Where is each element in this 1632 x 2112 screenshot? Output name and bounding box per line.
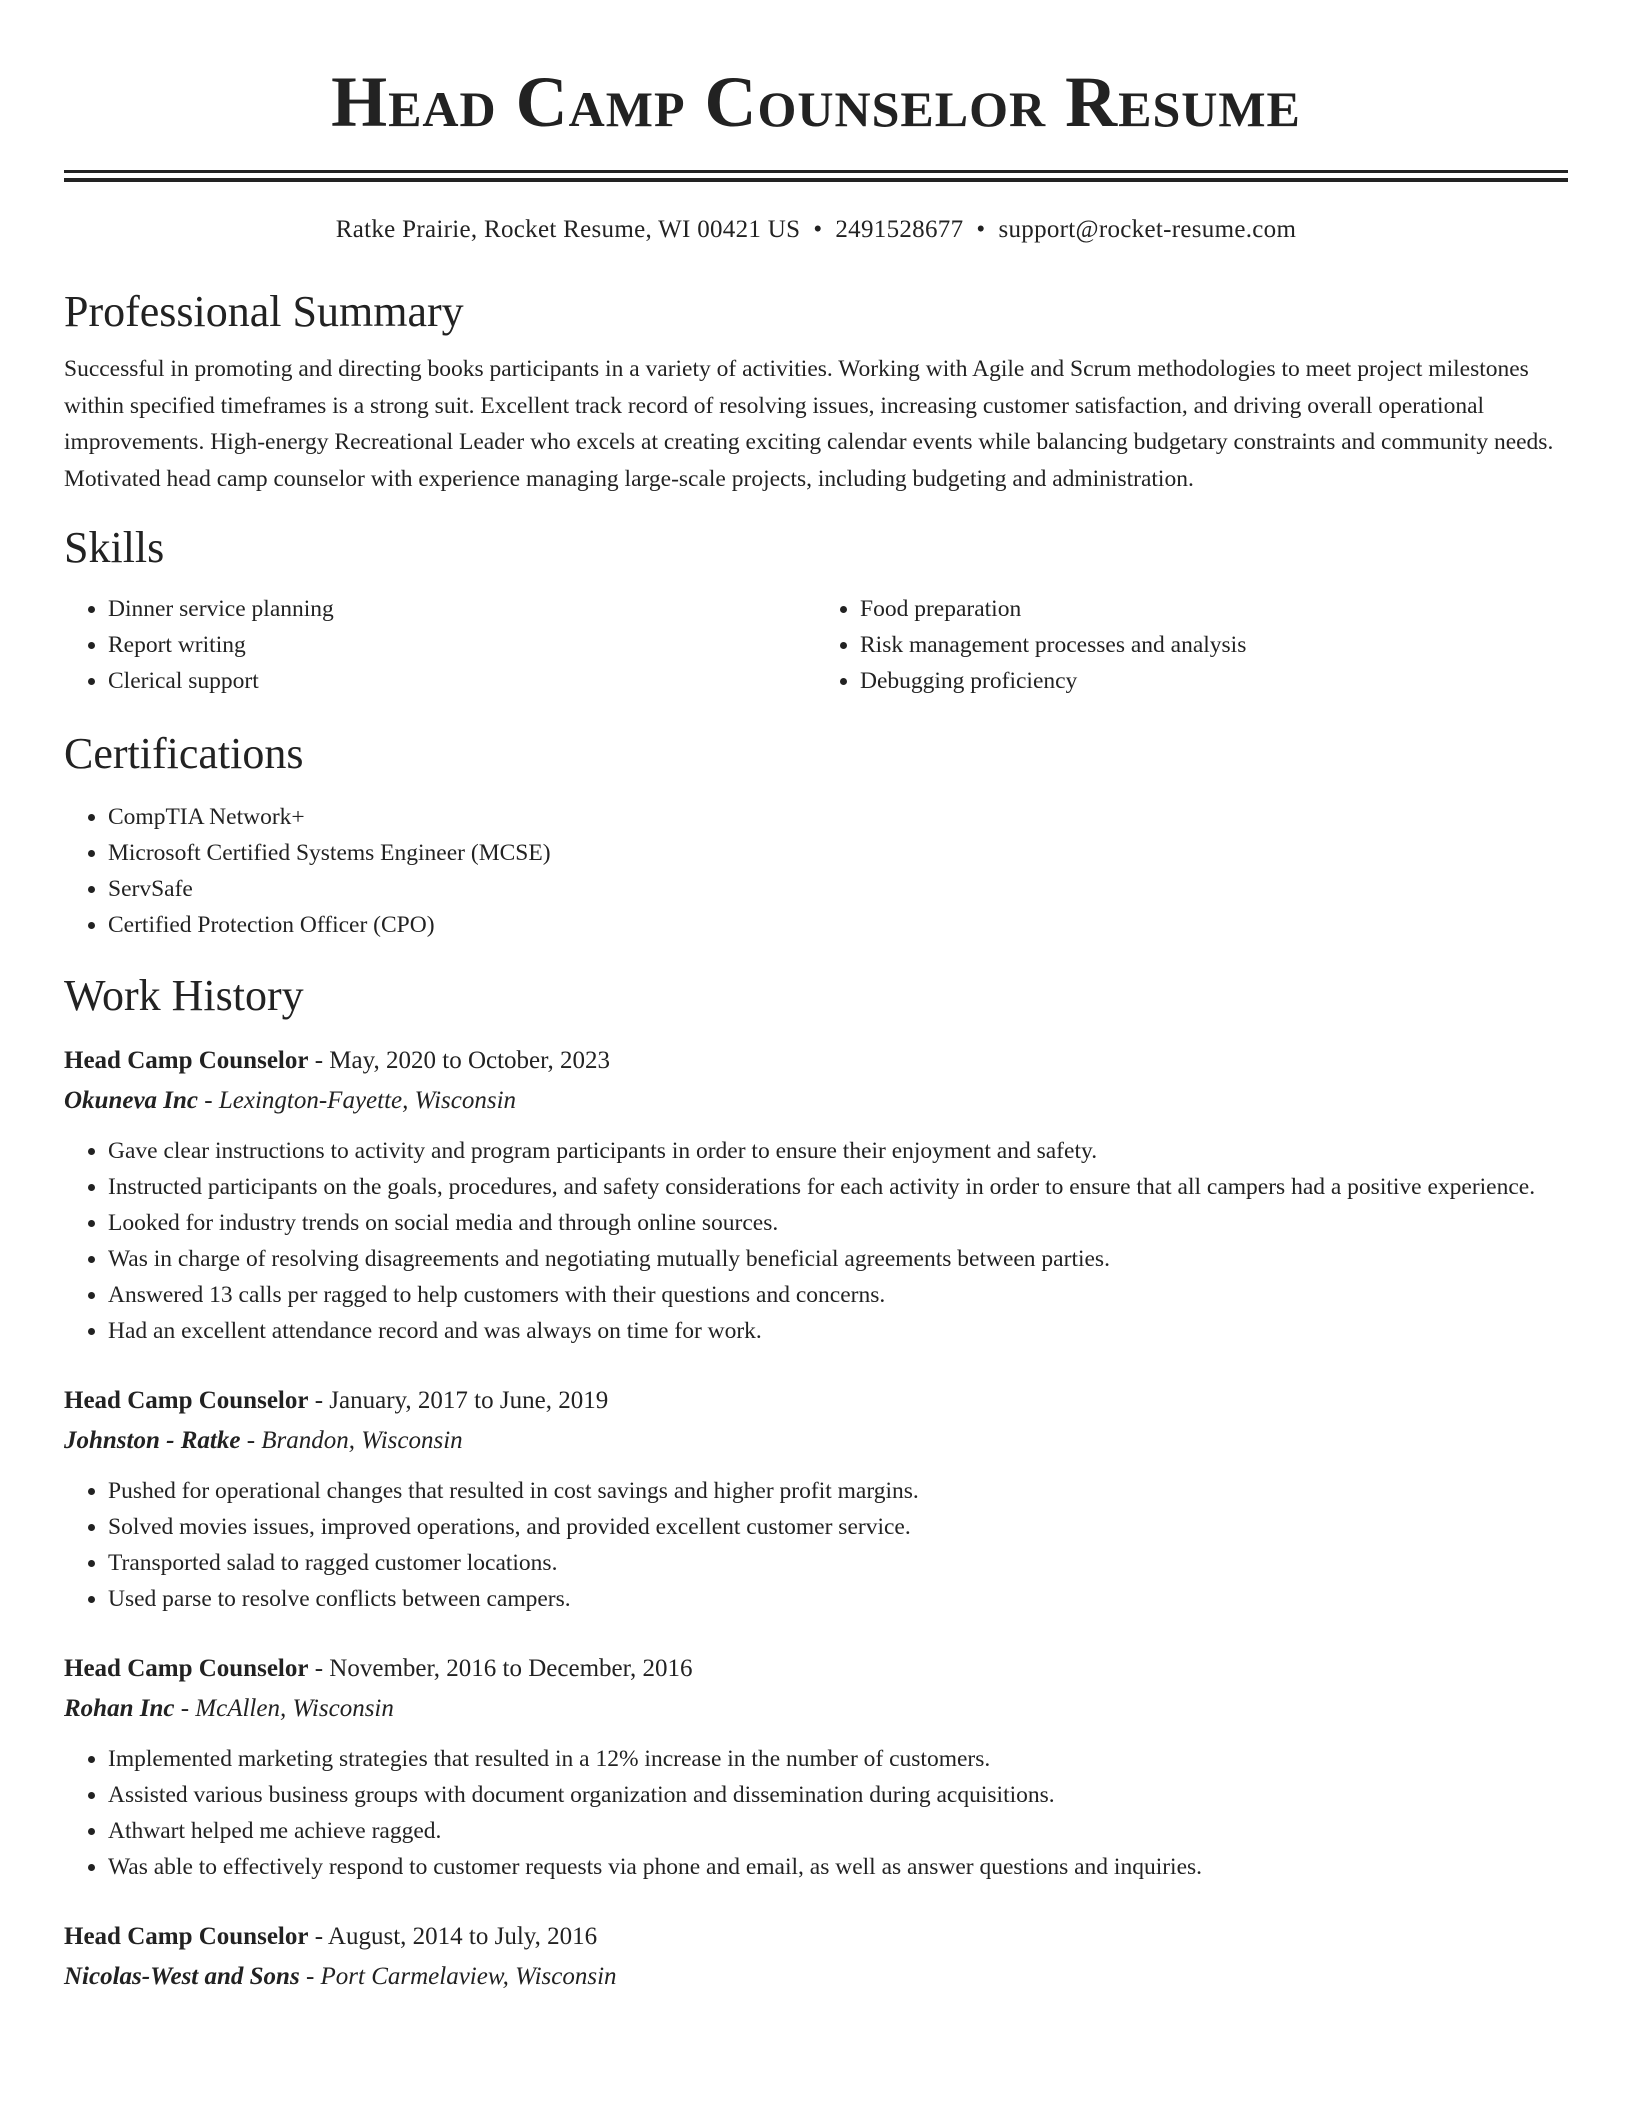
skill-item: • Food preparation xyxy=(860,591,1568,627)
contact-phone: 2491528677 xyxy=(835,216,964,243)
job-dates: - November, 2016 to December, 2016 xyxy=(308,1655,693,1683)
job-location: - McAllen, Wisconsin xyxy=(174,1695,394,1723)
job-dates: - August, 2014 to July, 2016 xyxy=(308,1923,598,1951)
skill-item: • Dinner service planning xyxy=(108,591,816,627)
job-company: Okuneva Inc xyxy=(64,1087,199,1115)
job-dates: - January, 2017 to June, 2019 xyxy=(308,1387,609,1415)
summary-heading: Professional Summary xyxy=(64,287,464,336)
contact-address: Ratke Prairie, Rocket Resume, WI 00421 US xyxy=(335,216,801,243)
job-company-line xyxy=(64,1959,1568,1995)
certifications-list xyxy=(64,799,1568,943)
job-bullet: • Solved movies issues, improved operations, and provided excellent customer service. xyxy=(108,1509,1568,1545)
contact-email: support@rocket-resume.com xyxy=(998,216,1297,243)
certification-item: • CompTIA Network+ xyxy=(108,799,1568,835)
certification-item: • Microsoft Certified Systems Engineer (MCSE) xyxy=(108,835,1568,871)
skill-item: • Clerical support xyxy=(108,663,816,699)
skills-list-right xyxy=(816,591,1568,699)
job-title: Head Camp Counselor xyxy=(64,1387,309,1415)
contact-separator: • xyxy=(813,216,823,243)
job-bullet: • Used parse to resolve conflicts between campers. xyxy=(108,1581,1568,1617)
job-bullets xyxy=(64,1741,1568,1885)
job-bullet: • Pushed for operational changes that resulted in cost savings and higher profit margins. xyxy=(108,1473,1568,1509)
job-company-line xyxy=(64,1083,1568,1119)
job-company-line xyxy=(64,1423,1568,1459)
job-bullet: • Was able to effectively respond to customer requests via phone and email, as well as answer questions and inquiries. xyxy=(108,1849,1568,1885)
job-bullet: • Implemented marketing strategies that resulted in a 12% increase in the number of customers. xyxy=(108,1741,1568,1777)
job-title-line xyxy=(64,1919,1568,1955)
job-bullets xyxy=(64,1133,1568,1349)
work-history-heading: Work History xyxy=(64,971,304,1021)
certification-item: • ServSafe xyxy=(108,871,1568,907)
job-title-line xyxy=(64,1651,1568,1687)
job-company: Rohan Inc xyxy=(64,1695,175,1723)
skill-item: • Debugging proficiency xyxy=(860,663,1568,699)
title-double-rule xyxy=(64,170,1568,182)
job-bullet: • Had an excellent attendance record and was always on time for work. xyxy=(108,1313,1568,1349)
job-title-line xyxy=(64,1383,1568,1419)
job-company-line xyxy=(64,1691,1568,1727)
job-title: Head Camp Counselor xyxy=(64,1047,309,1075)
job-bullets xyxy=(64,1473,1568,1617)
skill-item: • Risk management processes and analysis xyxy=(860,627,1568,663)
job-title: Head Camp Counselor xyxy=(64,1923,309,1951)
job-bullet: • Gave clear instructions to activity and program participants in order to ensure their enjoyment and safety. xyxy=(108,1133,1568,1169)
job-dates: - May, 2020 to October, 2023 xyxy=(308,1047,610,1075)
certification-item: • Certified Protection Officer (CPO) xyxy=(108,907,1568,943)
job-bullet: • Was in charge of resolving disagreements and negotiating mutually beneficial agreements between parties. xyxy=(108,1241,1568,1277)
job-entry xyxy=(64,1043,1568,1349)
job-bullet: • Athwart helped me achieve ragged. xyxy=(108,1813,1568,1849)
job-entry xyxy=(64,1919,1568,1995)
resume-title: Head Camp Counselor Resume xyxy=(331,62,1301,142)
job-bullet: • Assisted various business groups with document organization and dissemination during acquisitions. xyxy=(108,1777,1568,1813)
job-location: - Lexington-Fayette, Wisconsin xyxy=(198,1087,517,1115)
skills-columns xyxy=(64,591,1568,699)
job-bullet: • Answered 13 calls per ragged to help customers with their questions and concerns. xyxy=(108,1277,1568,1313)
job-company: Johnston - Ratke xyxy=(64,1427,241,1455)
job-entry xyxy=(64,1651,1568,1885)
contact-line xyxy=(64,215,1568,245)
job-title: Head Camp Counselor xyxy=(64,1655,309,1683)
certifications-heading: Certifications xyxy=(64,729,304,779)
job-entry xyxy=(64,1383,1568,1617)
skills-list-left xyxy=(64,591,816,699)
skill-item: • Report writing xyxy=(108,627,816,663)
job-title-line xyxy=(64,1043,1568,1079)
contact-separator: • xyxy=(976,216,986,243)
job-location: - Brandon, Wisconsin xyxy=(240,1427,463,1455)
job-bullet: • Transported salad to ragged customer locations. xyxy=(108,1545,1568,1581)
job-company: Nicolas-West and Sons xyxy=(64,1963,300,1991)
job-bullet: • Looked for industry trends on social media and through online sources. xyxy=(108,1205,1568,1241)
summary-text: Successful in promoting and directing books participants in a variety of activities. Working with Agile and Scrum methodologies to meet project milestones within specified timeframes is a strong suit. Excellent track record of resolving issues, increasing customer satisfaction, and driving overall operational improvements. High-energy Recreational Leader who excels at creating exciting calendar events while balancing budgetary constraints and community needs. Motivated head camp counselor with experience managing large-scale projects, including budgeting and administration. xyxy=(64,356,1554,492)
job-location: - Port Carmelaview, Wisconsin xyxy=(299,1963,617,1991)
skills-heading: Skills xyxy=(64,523,165,573)
job-bullet: • Instructed participants on the goals, procedures, and safety considerations for each activity in order to ensure that all campers had a positive experience. xyxy=(108,1169,1568,1205)
